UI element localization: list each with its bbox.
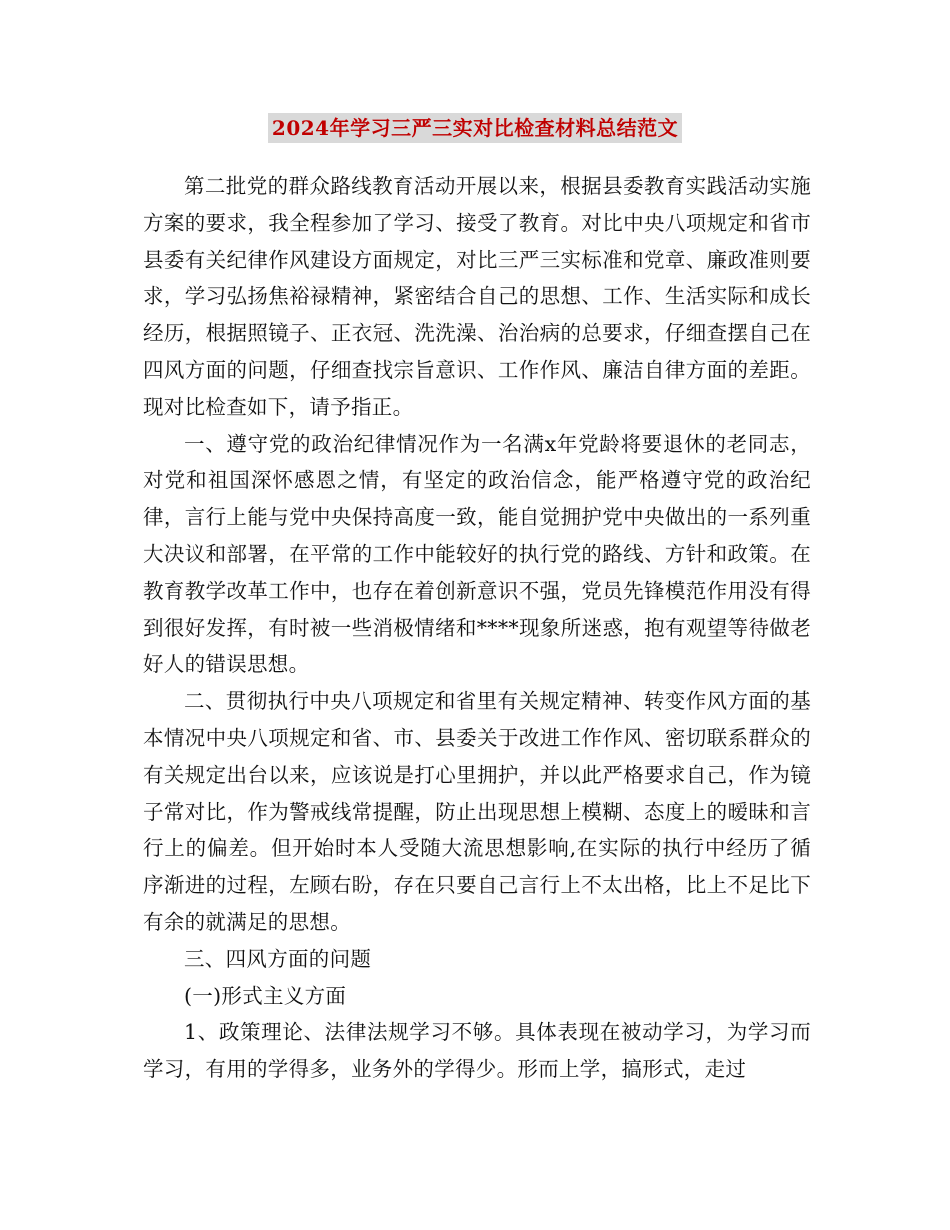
document-title: 2024年学习三严三实对比检查材料总结范文 xyxy=(268,113,682,143)
paragraph-section-1: 一、遵守党的政治纪律情况作为一名满x年党龄将要退休的老同志，对党和祖国深怀感恩之情，有坚定的政治信念，能严格遵守党的政治纪律，言行上能与党中央保持高度一致，能自觉拥护党中央做出的一系列重大决议和部署，在平常的工作中能较好的执行党的路线、方针和政策。在教育教学改革工作中，也存在着创新意识不强，党员先锋模范作用没有得到很好发挥，有时被一些消极情绪和****现象所迷惑，抱有观望等待做老好人的错误思想。 xyxy=(143,431,811,677)
heading-subsection-1: (一)形式主义方面 xyxy=(184,983,347,1008)
document-body xyxy=(143,168,811,1088)
paragraph-intro: 第二批党的群众路线教育活动开展以来，根据县委教育实践活动实施方案的要求，我全程参加了学习、接受了教育。对比中央八项规定和省市县委有关纪律作风建设方面规定，对比三严三实标准和党章、廉政准则要求，学习弘扬焦裕禄精神，紧密结合自己的思想、工作、生活实际和成长经历，根据照镜子、正衣冠、洗洗澡、治治病的总要求，仔细查摆自己在四风方面的问题，仔细查找宗旨意识、工作作风、廉洁自律方面的差距。现对比检查如下，请予指正。 xyxy=(143,174,811,419)
title-container xyxy=(0,113,950,143)
paragraph-section-2: 二、贯彻执行中央八项规定和省里有关规定精神、转变作风方面的基本情况中央八项规定和省、市、县委关于改进工作作风、密切联系群众的有关规定出台以来，应该说是打心里拥护，并以此严格要求自己，作为镜子常对比，作为警戒线常提醒，防止出现思想上模糊、态度上的暧昧和言行上的偏差。但开始时本人受随大流思想影响,在实际的执行中经历了循序渐进的过程，左顾右盼，存在只要自己言行上不太出格，比上不足比下有余的就满足的思想。 xyxy=(143,689,811,934)
paragraph-item-1: 1、政策理论、法律法规学习不够。具体表现在被动学习，为学习而学习，有用的学得多，业务外的学得少。形而上学，搞形式，走过 xyxy=(143,1020,811,1082)
heading-section-3: 三、四风方面的问题 xyxy=(184,946,372,971)
